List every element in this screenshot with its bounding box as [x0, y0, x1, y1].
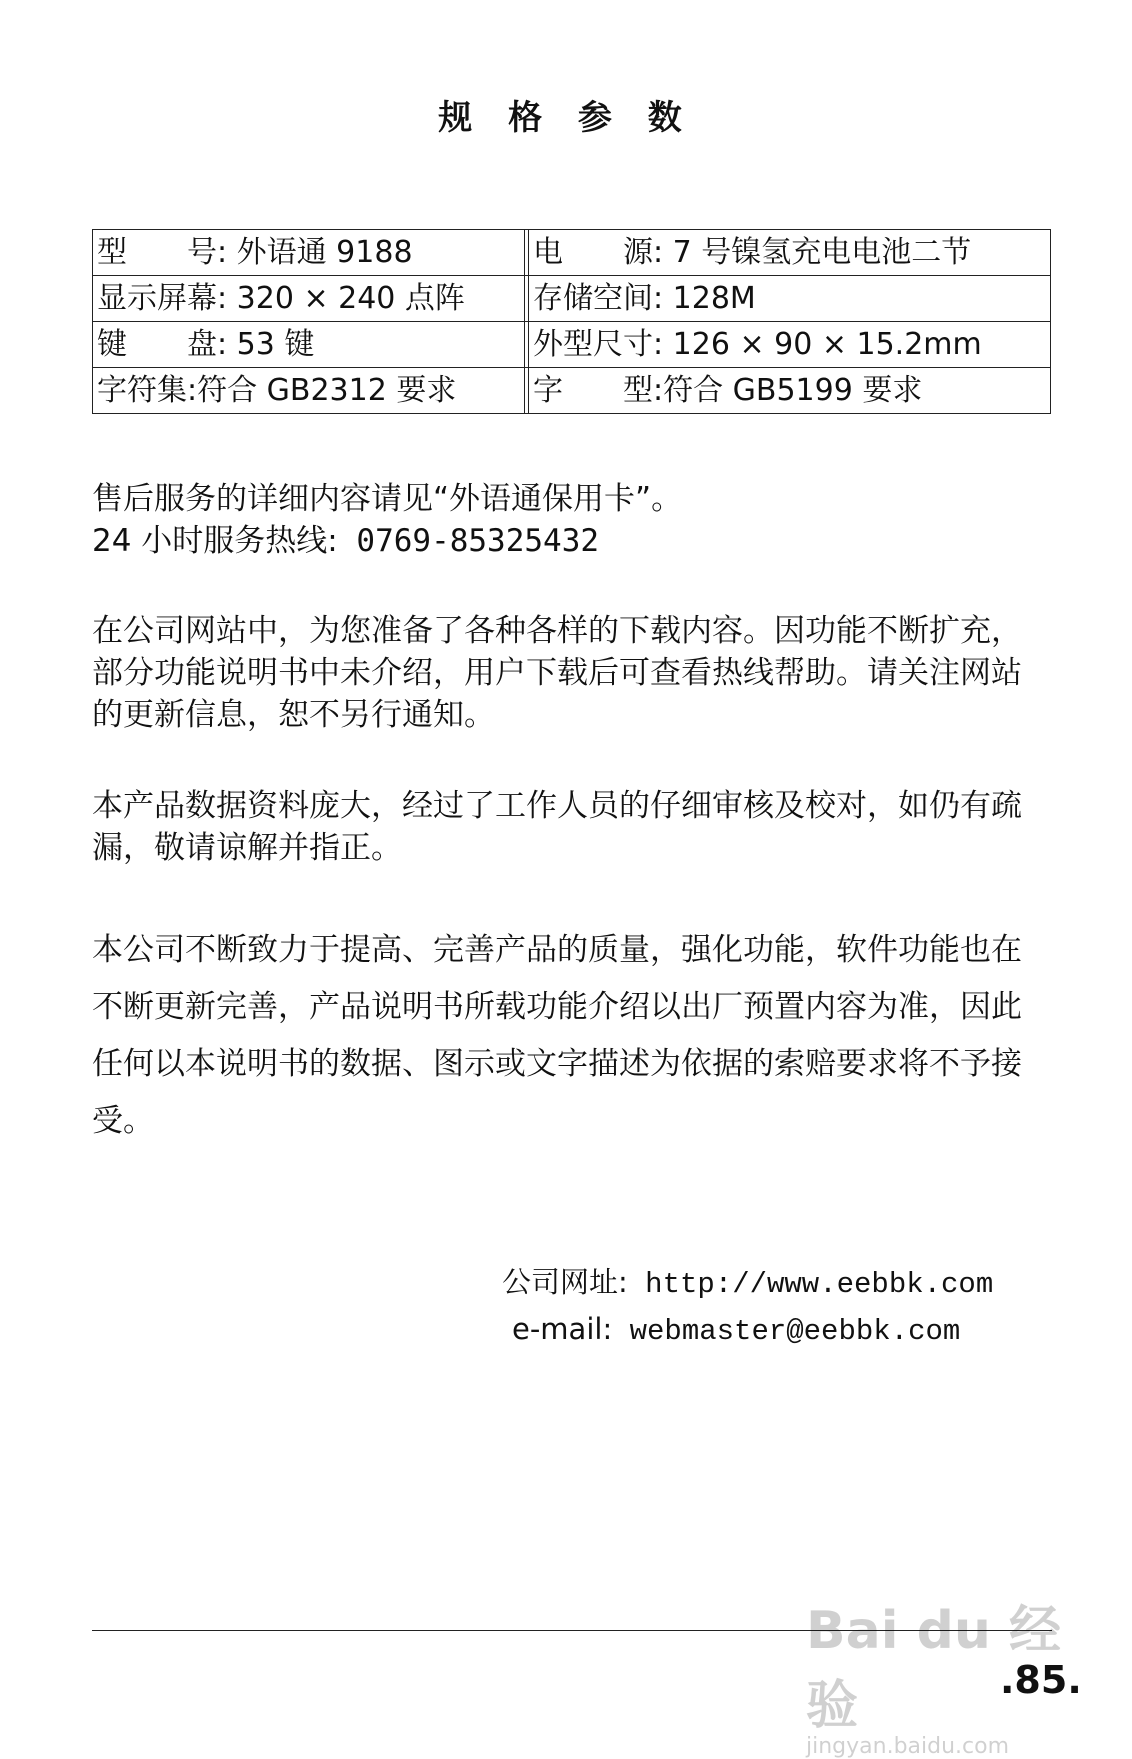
page-title: 规 格 参 数	[438, 98, 694, 138]
spec-cell-right	[529, 368, 1051, 414]
spec-label: 电 源:	[533, 235, 664, 270]
disclaimer-paragraph: 本公司不断致力于提高、完善产品的质量，强化功能，软件功能也在不断更新完善，产品说明书所载功能介绍以出厂预置内容为准，因此任何以本说明书的数据、图示或文字描述为依据的索赔要求将不予接受。	[92, 932, 1022, 1139]
hotline-label: 24 小时服务热线:	[92, 523, 338, 559]
spec-cell-right	[529, 322, 1051, 368]
contact-block	[502, 1260, 993, 1354]
spec-value: 外语通 9188	[227, 235, 413, 270]
spec-row	[93, 276, 1051, 322]
spec-value: 符合 GB5199 要求	[663, 373, 923, 408]
spec-cell-right	[529, 276, 1051, 322]
spec-cell-left	[93, 322, 525, 368]
spec-row	[93, 230, 1051, 276]
spec-label: 字 型:	[533, 373, 664, 408]
watermark-brand: Bai du 经验	[806, 1601, 1061, 1736]
spec-label: 显示屏幕:	[97, 281, 228, 316]
spec-label: 键 盘:	[97, 327, 228, 362]
email-address: webmaster@eebbk.com	[612, 1315, 961, 1348]
spec-cell-left	[93, 276, 525, 322]
watermark-url: jingyan.baidu.com	[806, 1734, 1010, 1759]
spec-label: 外型尺寸:	[533, 327, 664, 362]
review-paragraph: 本产品数据资料庞大，经过了工作人员的仔细审核及校对，如仍有疏漏，敬请谅解并指正。	[92, 788, 1022, 866]
spec-value: 128M	[663, 281, 756, 316]
spec-value: 126 × 90 × 15.2mm	[663, 327, 982, 362]
spec-label: 存储空间:	[533, 281, 664, 316]
spec-value: 53 键	[227, 327, 315, 362]
page-number: .85.	[1000, 1658, 1082, 1702]
hotline-number: 0769-85325432	[337, 523, 600, 559]
website-label: 公司网址:	[502, 1265, 628, 1299]
spec-label: 型 号:	[97, 235, 228, 270]
spec-value: 符合 GB2312 要求	[197, 373, 457, 408]
spec-cell-left	[93, 368, 525, 414]
hotline-line	[92, 520, 1052, 562]
spec-cell-left	[93, 230, 525, 276]
service-info	[92, 478, 1052, 562]
spec-value: 320 × 240 点阵	[227, 281, 465, 316]
spec-table	[92, 229, 1051, 414]
spec-row	[93, 322, 1051, 368]
spec-row	[93, 368, 1051, 414]
email-label: e-mail:	[512, 1312, 613, 1346]
service-line: 售后服务的详细内容请见“外语通保用卡”。	[92, 481, 683, 517]
website-line	[502, 1260, 993, 1307]
email-line	[502, 1307, 993, 1354]
spec-value: 7 号镍氢充电电池二节	[663, 235, 972, 270]
spec-label: 字符集:	[97, 373, 198, 408]
website-url: http://www.eebbk.com	[627, 1268, 994, 1301]
website-paragraph: 在公司网站中，为您准备了各种各样的下载内容。因功能不断扩充，部分功能说明书中未介绍，用户下载后可查看热线帮助。请关注网站的更新信息，恕不另行通知。	[92, 613, 1022, 733]
spec-cell-right	[529, 230, 1051, 276]
